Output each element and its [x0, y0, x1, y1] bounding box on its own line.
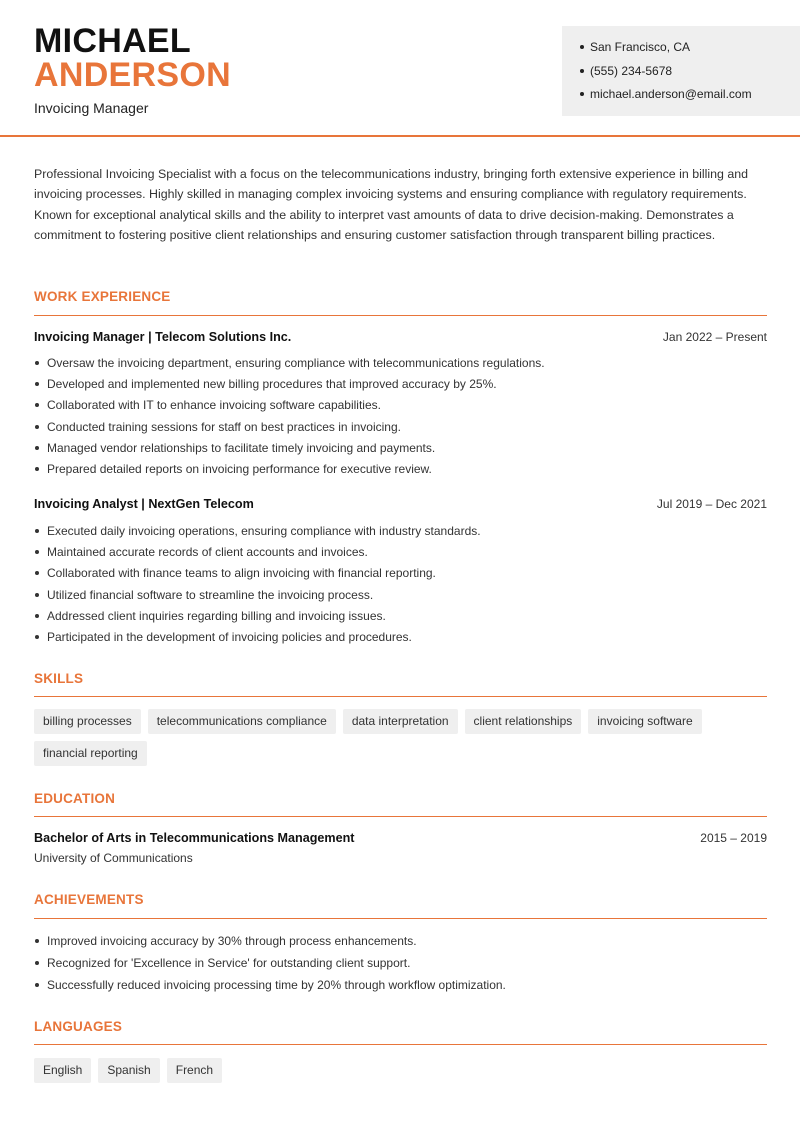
- section-title-education: EDUCATION: [34, 791, 116, 806]
- job-bullets: [34, 355, 767, 482]
- last-name: ANDERSON: [34, 56, 231, 94]
- language-chip: English: [34, 1058, 91, 1083]
- list-item: Improved invoicing accuracy by 30% through process enhancements.: [34, 933, 767, 955]
- education-dates: 2015 – 2019: [700, 831, 767, 845]
- list-item: Prepared detailed reports on invoicing performance for executive review.: [34, 461, 767, 482]
- list-item: Maintained accurate records of client accounts and invoices.: [34, 544, 767, 565]
- section-divider: [34, 315, 767, 316]
- language-chip: French: [167, 1058, 222, 1083]
- job-header: [34, 330, 767, 344]
- language-chip: Spanish: [98, 1058, 159, 1083]
- contact-email[interactable]: michael.anderson@email.com: [580, 86, 800, 110]
- section-title-languages: LANGUAGES: [34, 1019, 123, 1034]
- list-item: Addressed client inquiries regarding billing and invoicing issues.: [34, 608, 767, 629]
- education-header: [34, 831, 767, 845]
- list-item: Executed daily invoicing operations, ensuring compliance with industry standards.: [34, 523, 767, 544]
- job-dates: Jan 2022 – Present: [662, 330, 767, 344]
- list-item: Collaborated with finance teams to align invoicing with financial reporting.: [34, 565, 767, 586]
- list-item: Conducted training sessions for staff on best practices in invoicing.: [34, 419, 767, 440]
- list-item: Recognized for 'Excellence in Service' for outstanding client support.: [34, 955, 767, 977]
- list-item: Utilized financial software to streamline the invoicing process.: [34, 587, 767, 608]
- list-item: Participated in the development of invoicing policies and procedures.: [34, 629, 767, 650]
- list-item: Oversaw the invoicing department, ensuring compliance with telecommunications regulations.: [34, 355, 767, 376]
- job-dates: Jul 2019 – Dec 2021: [656, 497, 767, 511]
- skills-list: [34, 709, 774, 773]
- section-divider: [34, 816, 767, 817]
- skill-chip: telecommunications compliance: [148, 709, 336, 734]
- skill-chip: financial reporting: [34, 741, 147, 766]
- job-bullets: [34, 523, 767, 650]
- education-degree: Bachelor of Arts in Telecommunications Management: [34, 831, 355, 845]
- skill-chip: billing processes: [34, 709, 141, 734]
- job-title-line: Invoicing Analyst | NextGen Telecom: [34, 497, 254, 511]
- skill-chip: invoicing software: [588, 709, 701, 734]
- education-school: University of Communications: [34, 851, 193, 865]
- first-name: MICHAEL: [34, 22, 191, 60]
- job-title: Invoicing Manager: [34, 100, 149, 116]
- section-divider: [34, 1044, 767, 1045]
- skill-chip: client relationships: [465, 709, 582, 734]
- languages-list: [34, 1058, 774, 1090]
- section-divider: [34, 918, 767, 919]
- resume-header: [0, 0, 800, 137]
- list-item: Developed and implemented new billing procedures that improved accuracy by 25%.: [34, 376, 767, 397]
- section-title-work: WORK EXPERIENCE: [34, 289, 171, 304]
- job-title-line: Invoicing Manager | Telecom Solutions Inc.: [34, 330, 292, 344]
- contact-box: [562, 26, 800, 116]
- list-item: Collaborated with IT to enhance invoicing software capabilities.: [34, 397, 767, 418]
- achievements-list: [34, 933, 767, 999]
- section-divider: [34, 696, 767, 697]
- section-title-skills: SKILLS: [34, 671, 84, 686]
- section-title-achievements: ACHIEVEMENTS: [34, 892, 144, 907]
- job-header: [34, 497, 767, 511]
- contact-phone[interactable]: (555) 234-5678: [580, 63, 800, 87]
- list-item: Managed vendor relationships to facilitate timely invoicing and payments.: [34, 440, 767, 461]
- profile-summary: Professional Invoicing Specialist with a focus on the telecommunications industry, bringing forth extensive experience in billing and invoicing processes. Highly skilled in managing complex invoicing systems and ensuring compliance with regulatory requirements. Known for exceptional analytical skills and the ability to interpret vast amounts of data to drive decision-making. Demonstrates a commitment to fostering positive client relationships and ensuring customer satisfaction through transparent billing practices.: [34, 167, 748, 243]
- list-item: Successfully reduced invoicing processing time by 20% through workflow optimization.: [34, 977, 767, 999]
- skill-chip: data interpretation: [343, 709, 458, 734]
- contact-location: San Francisco, CA: [580, 39, 800, 63]
